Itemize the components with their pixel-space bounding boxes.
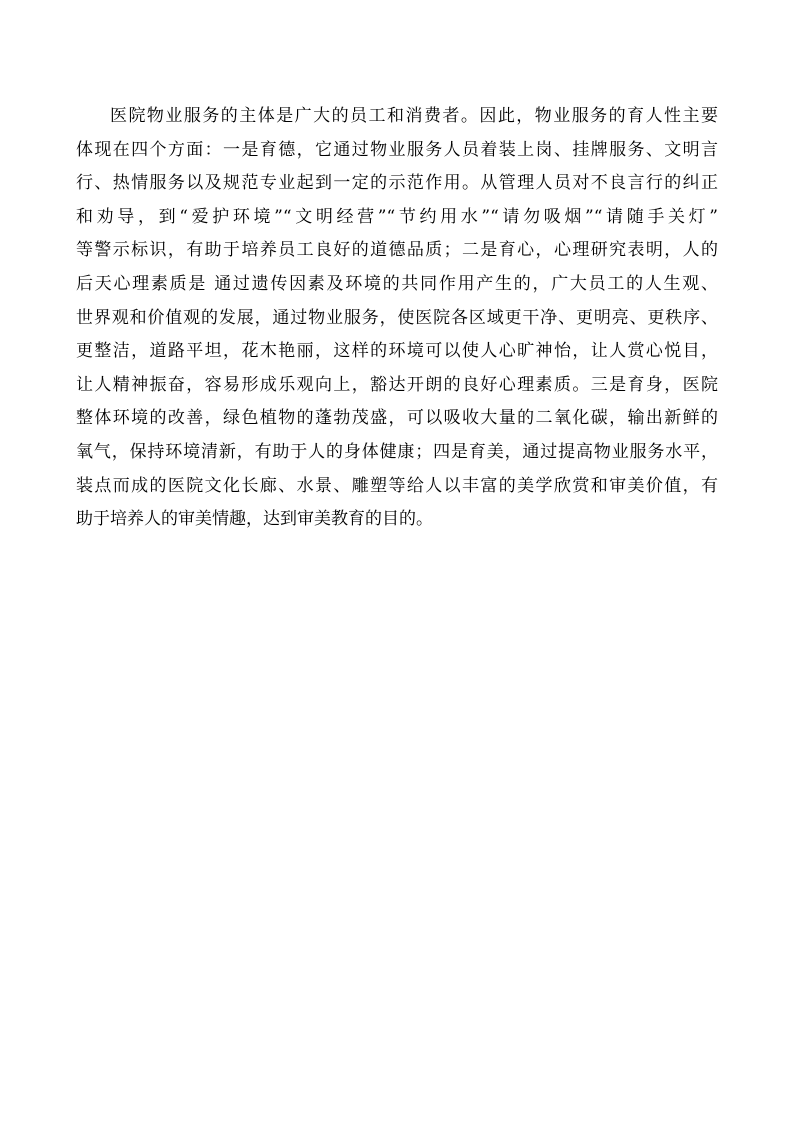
paragraph-line: 整体环境的改善，绿色植物的蓬勃茂盛，可以吸收大量的二氧化碳，输出新鲜的 — [76, 408, 718, 429]
paragraph-line: 氧气，保持环境清新，有助于人的身体健康；四是育美，通过提高物业服务水平， — [76, 441, 718, 462]
paragraph-line: 等警示标识，有助于培养员工良好的道德品质；二是育心，心理研究表明，人的 — [76, 240, 718, 261]
paragraph-line: 医院物业服务的主体是广大的员工和消费者。因此，物业服务的育人性主要 — [110, 106, 718, 126]
paragraph-line: 后天心理素质是 通过遗传因素及环境的共同作用产生的，广大员工的人生观、 — [76, 273, 718, 294]
paragraph-line: 让人精神振奋，容易形成乐观向上，豁达开朗的良好心理素质。三是育身，医院 — [76, 374, 718, 395]
paragraph-line: 装点而成的医院文化长廊、水景、雕塑等给人以丰富的美学欣赏和审美价值，有 — [76, 475, 718, 496]
body-paragraph — [76, 100, 718, 537]
paragraph-line: 和劝导，到“爱护环境”“文明经营”“节约用水”“请勿吸烟”“请随手关灯” — [76, 206, 718, 227]
paragraph-line: 体现在四个方面：一是育德，它通过物业服务人员着装上岗、挂牌服务、文明言 — [76, 139, 718, 160]
paragraph-line: 助于培养人的审美情趣，达到审美教育的目的。 — [76, 509, 433, 530]
paragraph-line: 世界观和价值观的发展，通过物业服务，使医院各区域更干净、更明亮、更秩序、 — [76, 307, 718, 328]
paragraph-line: 行、热情服务以及规范专业起到一定的示范作用。从管理人员对不良言行的纠正 — [76, 173, 718, 194]
paragraph-line: 更整洁，道路平坦，花木艳丽，这样的环境可以使人心旷神怡，让人赏心悦目， — [76, 341, 718, 362]
